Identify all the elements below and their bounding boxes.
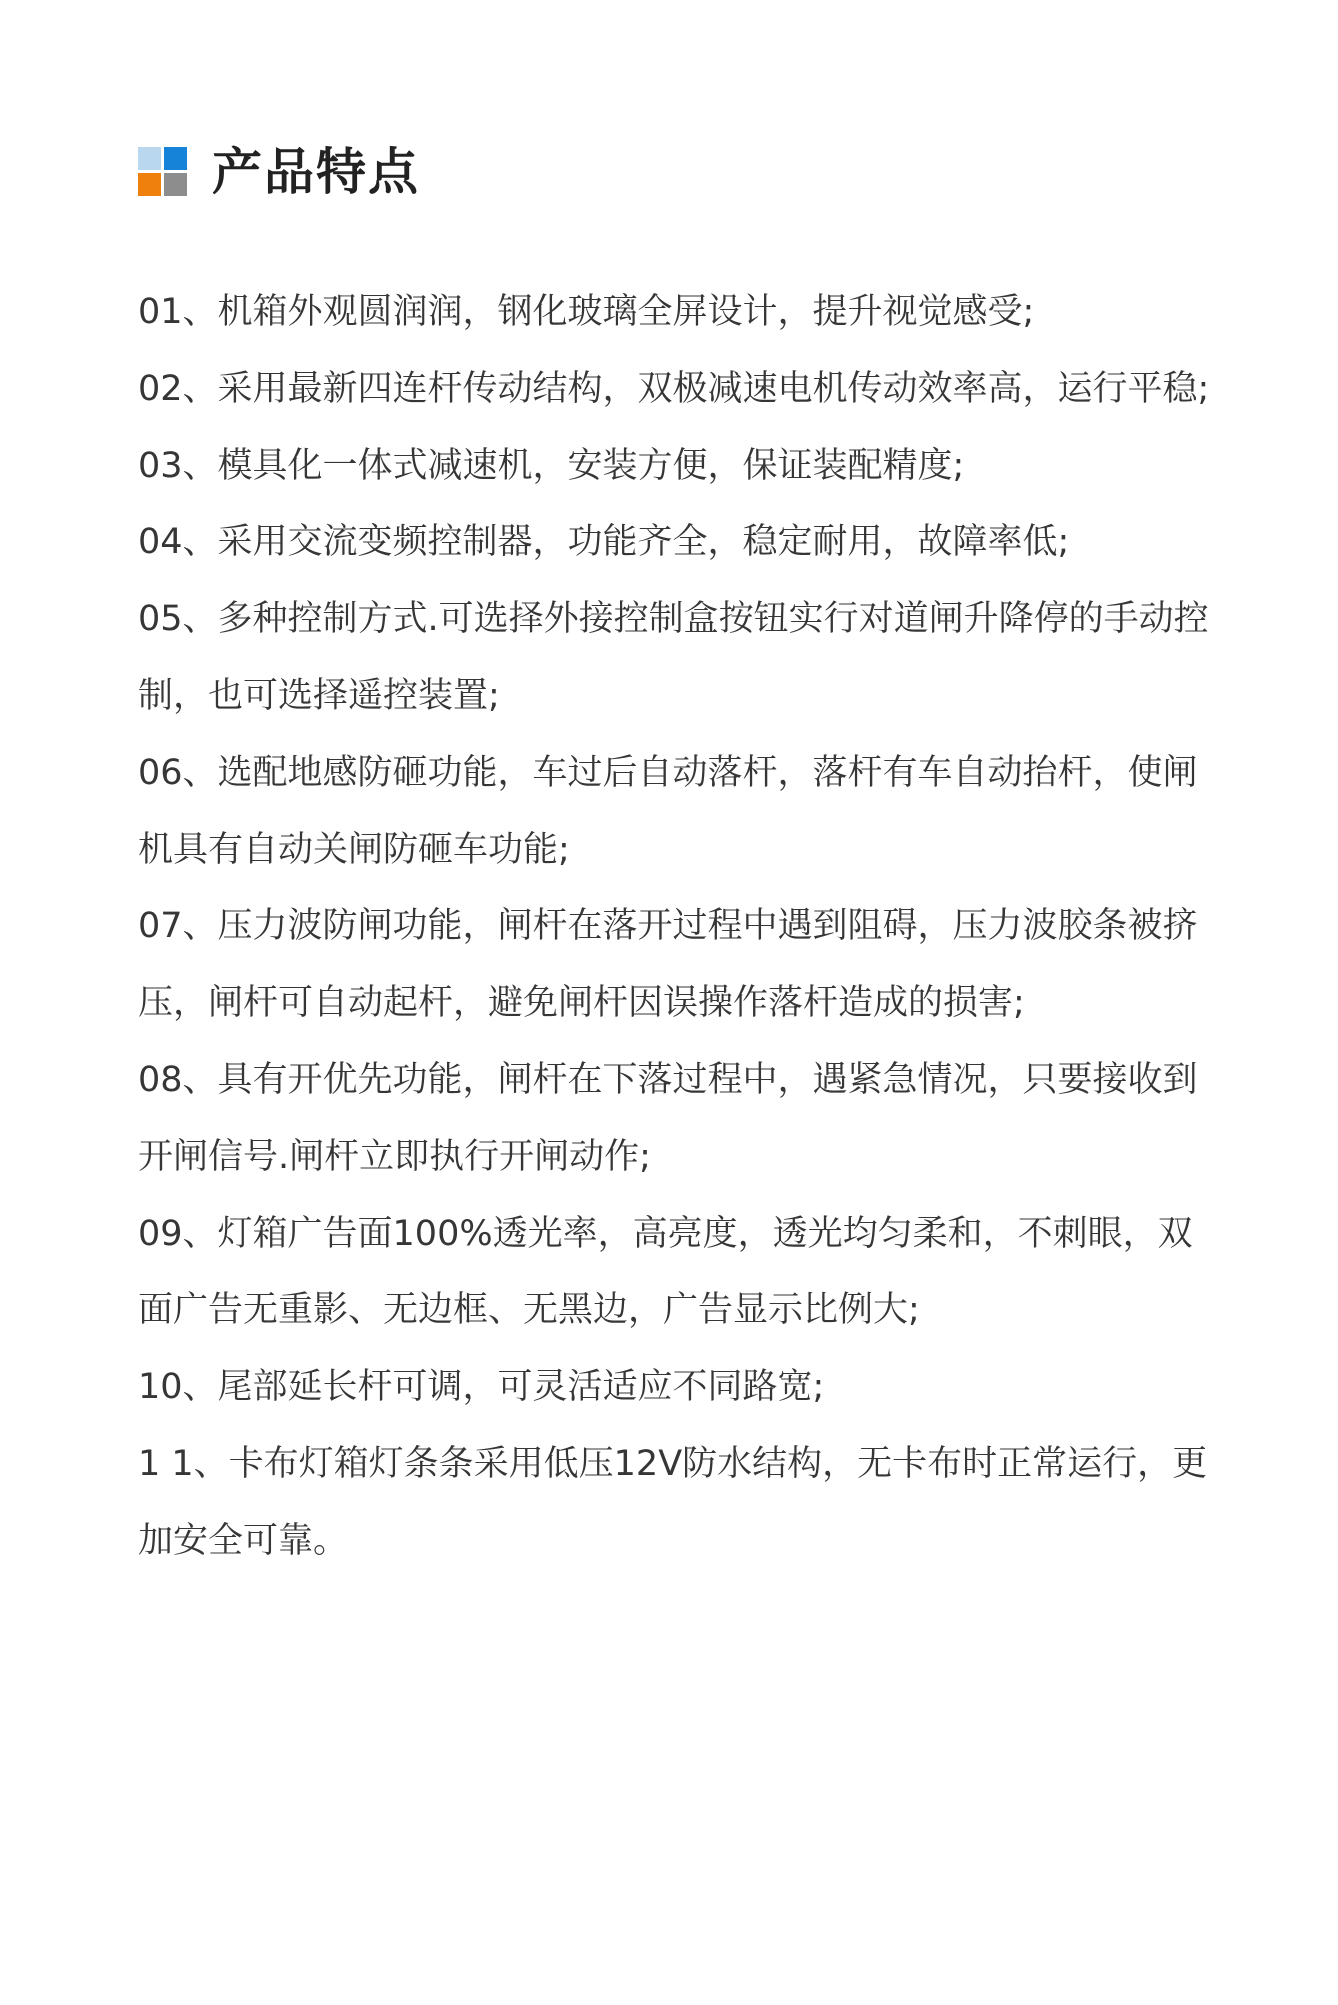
logo-square-gray [164,173,187,196]
feature-item-09: 09、灯箱广告面100%透光率，高亮度，透光均匀柔和，不刺眼，双面广告无重影、无边框、无黑边，广告显示比例大; [138,1213,1193,1331]
logo-square-orange [138,173,161,196]
feature-item-04: 04、采用交流变频控制器，功能齐全，稳定耐用，故障率低; [138,522,1070,563]
four-square-logo-icon [138,147,188,197]
feature-item-03: 03、模具化一体式减速机，安装方便，保证装配精度; [138,445,965,486]
logo-square-light-blue [138,147,161,170]
feature-list [138,274,1218,1580]
feature-item-10: 10、尾部延长杆可调，可灵活适应不同路宽; [138,1367,825,1408]
section-title: 产品特点 [212,143,420,201]
feature-item-01: 01、机箱外观圆润润，钢化玻璃全屏设计，提升视觉感受; [138,292,1035,332]
logo-square-blue [164,147,187,170]
feature-item-02: 02、采用最新四连杆传动结构，双极减速电机传动效率高，运行平稳; [138,368,1210,409]
feature-item-11: 1 1、卡布灯箱灯条条采用低压12V防水结构，无卡布时正常运行，更加安全可靠。 [138,1443,1208,1561]
feature-item-07: 07、压力波防闸功能，闸杆在落开过程中遇到阻碍，压力波胶条被挤压，闸杆可自动起杆，避免闸杆因误操作落杆造成的损害; [138,906,1198,1024]
feature-item-08: 08、具有开优先功能，闸杆在下落过程中，遇紧急情况，只要接收到开闸信号.闸杆立即执行开闸动作; [138,1059,1198,1177]
section-header [138,142,420,202]
feature-item-05: 05、多种控制方式.可选择外接控制盒按钮实行对道闸升降停的手动控制，也可选择遥控装置; [138,599,1209,716]
feature-item-06: 06、选配地感防砸功能，车过后自动落杆，落杆有车自动抬杆，使闸机具有自动关闸防砸车功能; [138,752,1198,870]
